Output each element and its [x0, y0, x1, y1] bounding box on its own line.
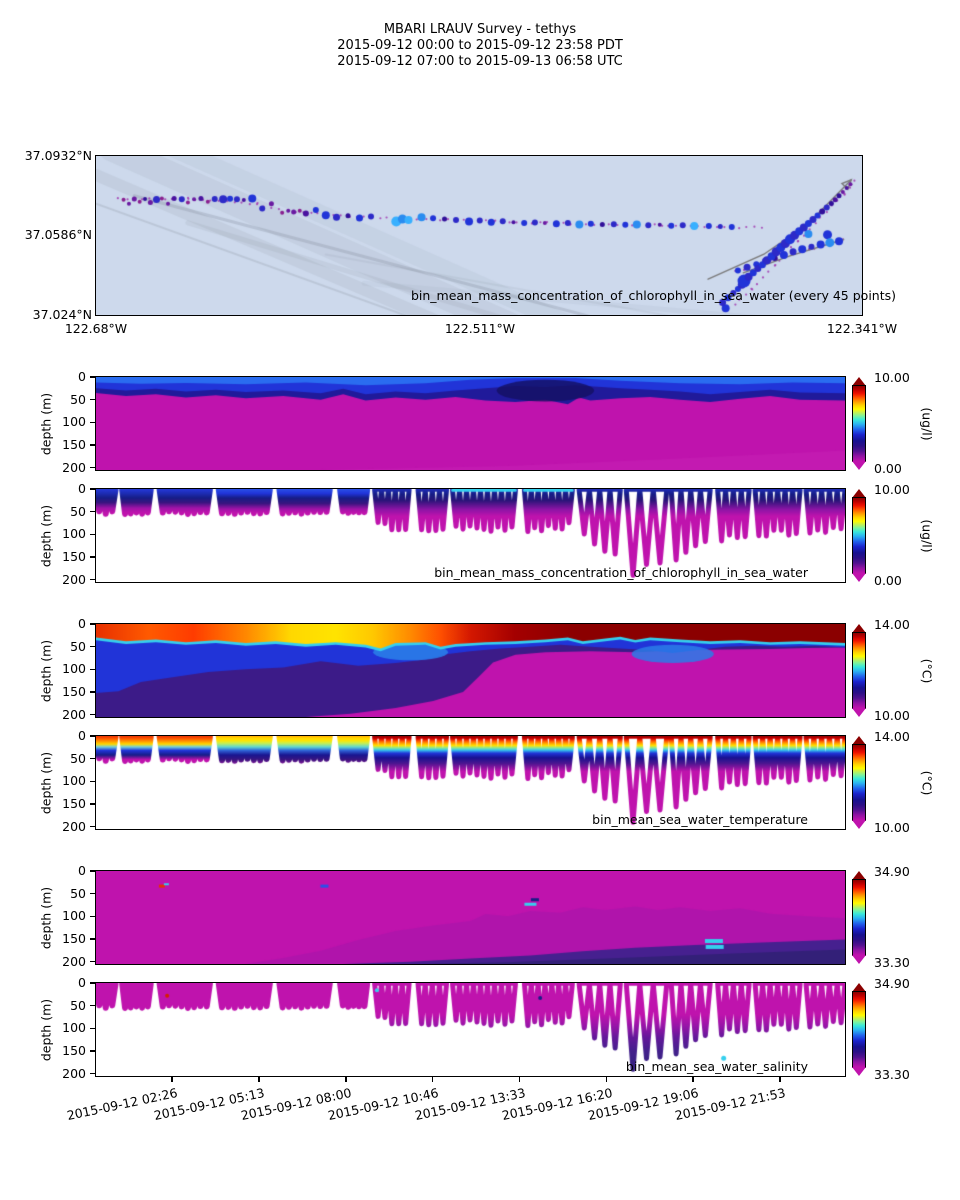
depth-tick-mark [90, 781, 95, 782]
depth-tick-label: 100 [62, 908, 86, 924]
depth-tick-mark [90, 646, 95, 647]
map-lon-tick: 122.341°W [826, 321, 898, 336]
depth-tick-mark [90, 714, 95, 715]
colorbar-unit-label: (ug/l) [919, 406, 935, 441]
colorbar-gradient [852, 744, 866, 821]
colorbar [852, 489, 866, 582]
map-lon-tick: 122.511°W [444, 321, 516, 336]
depth-tick-mark [90, 556, 95, 557]
time-tick-mark [171, 1077, 172, 1082]
panel-temperature-filled [96, 624, 845, 717]
colorbar-min-label: 10.00 [874, 820, 910, 835]
depth-tick-mark [90, 422, 95, 423]
depth-tick-label: 0 [78, 975, 86, 990]
depth-tick-label: 100 [62, 773, 86, 789]
colorbar-gradient [852, 632, 866, 709]
time-tick-mark [258, 1077, 259, 1082]
depth-tick-label: 0 [78, 481, 86, 496]
map-lat-tick: 37.0932°N [24, 148, 92, 163]
panel-temperature-profiles [96, 736, 845, 829]
depth-tick-label: 150 [62, 684, 86, 700]
time-tick-label: 2015-09-12 02:26 [65, 1085, 180, 1124]
depth-tick-mark [90, 1028, 95, 1029]
map-lon-tick: 122.68°W [64, 321, 128, 336]
depth-tick-label: 0 [78, 369, 86, 384]
depth-tick-mark [90, 444, 95, 445]
time-tick-label: 2015-09-12 13:33 [413, 1085, 527, 1124]
depth-tick-label: 150 [62, 437, 86, 453]
depth-tick-label: 150 [62, 1043, 86, 1059]
depth-tick-mark [90, 488, 95, 489]
depth-axis-label: depth (m) [38, 639, 53, 702]
depth-tick-mark [90, 623, 95, 624]
panel-salinity-filled-canvas [96, 871, 845, 964]
panel-salinity-profiles [96, 983, 845, 1076]
panel-chlorophyll-filled [96, 377, 845, 470]
panel-chlorophyll-profiles [96, 489, 845, 582]
depth-tick-label: 200 [62, 571, 86, 587]
depth-tick-label: 100 [62, 526, 86, 542]
depth-tick-label: 100 [62, 661, 86, 677]
panel-variable-label: bin_mean_mass_concentration_of_chlorophyll_in_sea_water [434, 565, 808, 580]
panel-variable-label: bin_mean_sea_water_temperature [592, 812, 808, 827]
colorbar-min-label: 10.00 [874, 708, 910, 723]
depth-tick-label: 150 [62, 931, 86, 947]
depth-tick-mark [90, 1050, 95, 1051]
depth-tick-mark [90, 735, 95, 736]
depth-tick-label: 50 [70, 503, 86, 519]
title-line-survey: MBARI LRAUV Survey - tethys [383, 22, 577, 37]
time-tick-label: 2015-09-12 21:53 [673, 1085, 788, 1124]
map-lat-tick: 37.0586°N [24, 227, 92, 242]
depth-tick-mark [90, 803, 95, 804]
time-tick-label: 2015-09-12 08:00 [239, 1085, 354, 1124]
depth-tick-mark [90, 870, 95, 871]
colorbar [852, 624, 866, 717]
colorbar-under-arrow [852, 461, 866, 470]
colorbar [852, 736, 866, 829]
depth-axis-label: depth (m) [38, 751, 53, 814]
map-panel [96, 156, 896, 315]
time-tick-label: 2015-09-12 10:46 [326, 1085, 440, 1124]
depth-tick-mark [90, 511, 95, 512]
colorbar [852, 983, 866, 1076]
time-tick-label: 2015-09-12 16:20 [500, 1085, 614, 1124]
colorbar-unit-label: (ug/l) [919, 518, 935, 553]
depth-tick-mark [90, 938, 95, 939]
depth-tick-label: 100 [62, 414, 86, 430]
time-tick-label: 2015-09-12 19:06 [586, 1085, 701, 1124]
colorbar-max-label: 10.00 [874, 482, 910, 497]
depth-tick-mark [90, 982, 95, 983]
depth-tick-label: 100 [62, 1020, 86, 1036]
depth-tick-mark [90, 467, 95, 468]
colorbar-max-label: 14.00 [874, 729, 910, 744]
depth-tick-label: 200 [62, 953, 86, 969]
colorbar-under-arrow [852, 820, 866, 829]
depth-tick-label: 0 [78, 863, 86, 878]
colorbar-min-label: 33.30 [874, 1067, 910, 1082]
colorbar-under-arrow [852, 955, 866, 964]
depth-tick-mark [90, 961, 95, 962]
depth-tick-mark [90, 399, 95, 400]
colorbar-max-label: 10.00 [874, 370, 910, 385]
depth-tick-mark [90, 1073, 95, 1074]
colorbar-min-label: 0.00 [874, 573, 902, 588]
time-tick-mark [345, 1077, 346, 1082]
time-tick-mark [606, 1077, 607, 1082]
depth-tick-label: 50 [70, 750, 86, 766]
time-tick-mark [432, 1077, 433, 1082]
depth-tick-mark [90, 579, 95, 580]
depth-axis-label: depth (m) [38, 392, 53, 455]
colorbar-min-label: 0.00 [874, 461, 902, 476]
depth-axis-label: depth (m) [38, 998, 53, 1061]
colorbar [852, 871, 866, 964]
colorbar-under-arrow [852, 573, 866, 582]
colorbar-gradient [852, 991, 866, 1068]
colorbar-gradient [852, 385, 866, 462]
depth-tick-mark [90, 758, 95, 759]
colorbar-max-label: 34.90 [874, 976, 910, 991]
time-tick-mark [519, 1077, 520, 1082]
colorbar-unit-label: (°C) [919, 658, 935, 683]
depth-tick-label: 0 [78, 728, 86, 743]
depth-tick-mark [90, 916, 95, 917]
title-line-utc: 2015-09-12 07:00 to 2015-09-13 06:58 UTC [337, 54, 623, 69]
panel-chlorophyll-filled-canvas [96, 377, 845, 470]
depth-tick-mark [90, 1005, 95, 1006]
depth-tick-mark [90, 669, 95, 670]
depth-tick-label: 200 [62, 706, 86, 722]
colorbar-gradient [852, 497, 866, 574]
depth-tick-label: 200 [62, 459, 86, 475]
map-annotation: bin_mean_mass_concentration_of_chlorophyll_in_sea_water (every 45 points) [410, 288, 896, 303]
colorbar [852, 377, 866, 470]
figure-title [0, 22, 960, 70]
depth-tick-label: 200 [62, 1065, 86, 1081]
panel-variable-label: bin_mean_sea_water_salinity [625, 1059, 808, 1074]
depth-tick-label: 50 [70, 391, 86, 407]
colorbar-max-label: 14.00 [874, 617, 910, 632]
depth-tick-mark [90, 534, 95, 535]
depth-tick-mark [90, 893, 95, 894]
depth-tick-label: 50 [70, 638, 86, 654]
colorbar-under-arrow [852, 708, 866, 717]
colorbar-unit-label: (°C) [919, 770, 935, 795]
depth-tick-label: 200 [62, 818, 86, 834]
depth-tick-label: 50 [70, 885, 86, 901]
time-tick-mark [692, 1077, 693, 1082]
title-line-pdt: 2015-09-12 00:00 to 2015-09-12 23:58 PDT [337, 38, 623, 53]
panel-temperature-filled-canvas [96, 624, 845, 717]
depth-axis-label: depth (m) [38, 504, 53, 567]
depth-tick-label: 150 [62, 796, 86, 812]
colorbar-max-label: 34.90 [874, 864, 910, 879]
depth-tick-label: 50 [70, 997, 86, 1013]
depth-tick-label: 150 [62, 549, 86, 565]
depth-tick-mark [90, 376, 95, 377]
depth-tick-mark [90, 826, 95, 827]
colorbar-gradient [852, 879, 866, 956]
depth-tick-label: 0 [78, 616, 86, 631]
time-tick-label: 2015-09-12 05:13 [152, 1085, 267, 1124]
panel-salinity-filled [96, 871, 845, 964]
depth-tick-mark [90, 691, 95, 692]
time-tick-mark [779, 1077, 780, 1082]
depth-axis-label: depth (m) [38, 886, 53, 949]
colorbar-min-label: 33.30 [874, 955, 910, 970]
colorbar-under-arrow [852, 1067, 866, 1076]
map-lat-tick: 37.024°N [32, 307, 92, 322]
